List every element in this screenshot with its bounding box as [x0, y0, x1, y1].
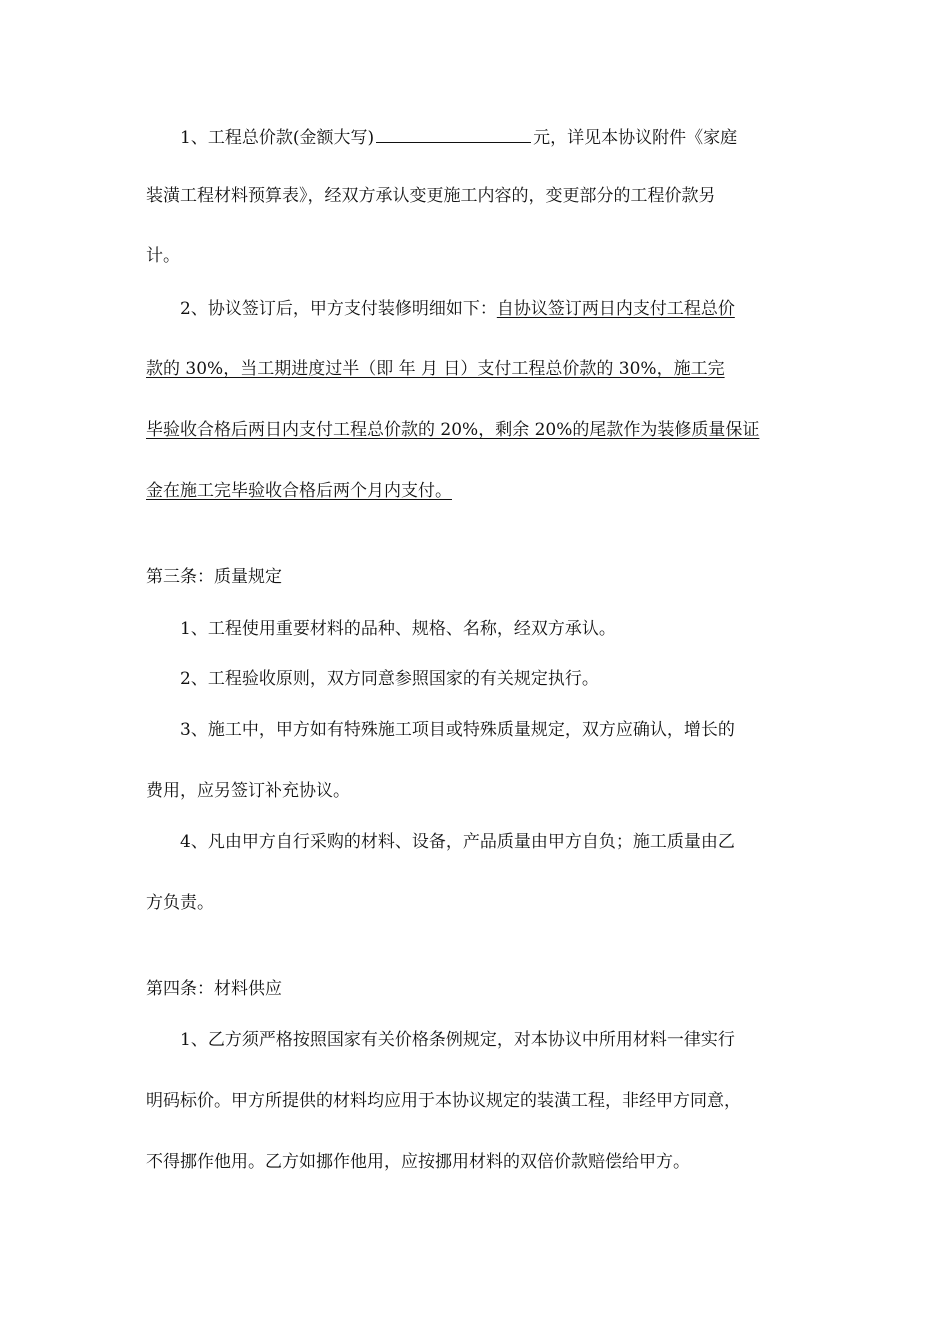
payment-clause-line-4: 金在施工完毕验收合格后两个月内支付。: [146, 481, 452, 501]
payment-terms-underlined: 自协议签订两日内支付工程总价: [496, 299, 735, 319]
materials-item-1-line-3: 不得挪作他用。乙方如挪作他用，应按挪用材料的双倍价款赔偿给甲方。: [146, 1152, 690, 1172]
payment-clause-line-1: [180, 297, 735, 321]
price-clause-line-1: [180, 124, 737, 150]
materials-item-1-line-2: 明码标价。甲方所提供的材料均应用于本协议规定的装潢工程，非经甲方同意，: [146, 1091, 741, 1111]
materials-item-1-line-1: 1、乙方须严格按照国家有关价格条例规定，对本协议中所用材料一律实行: [180, 1030, 735, 1050]
quality-item-2: 2、工程验收原则，双方同意参照国家的有关规定执行。: [180, 669, 599, 689]
price-clause-line-3: 计。: [146, 246, 180, 266]
payment-clause-text: 2、协议签订后，甲方支付装修明细如下：: [180, 299, 497, 319]
price-clause-text-after: 元，详见本协议附件《家庭: [533, 128, 738, 148]
article-3-heading: 第三条：质量规定: [146, 567, 282, 587]
article-4-heading: 第四条：材料供应: [146, 979, 282, 999]
payment-clause-line-2: 款的 30%，当工期进度过半（即 年 月 日）支付工程总价款的 30%，施工完: [146, 359, 725, 379]
amount-blank-field[interactable]: [376, 124, 531, 143]
price-clause-text: 1、工程总价款(金额大写): [180, 128, 375, 148]
price-clause-line-2: 装潢工程材料预算表》，经双方承认变更施工内容的，变更部分的工程价款另: [146, 186, 716, 206]
quality-item-3-line-1: 3、施工中，甲方如有特殊施工项目或特殊质量规定，双方应确认，增长的: [180, 720, 735, 740]
payment-clause-line-3: 毕验收合格后两日内支付工程总价款的 20%，剩余 20%的尾款作为装修质量保证: [146, 420, 760, 440]
quality-item-4-line-1: 4、凡由甲方自行采购的材料、设备，产品质量由甲方自负；施工质量由乙: [180, 832, 735, 852]
quality-item-3-line-2: 费用，应另签订补充协议。: [146, 781, 350, 801]
quality-item-4-line-2: 方负责。: [146, 893, 214, 913]
quality-item-1: 1、工程使用重要材料的品种、规格、名称，经双方承认。: [180, 619, 616, 639]
